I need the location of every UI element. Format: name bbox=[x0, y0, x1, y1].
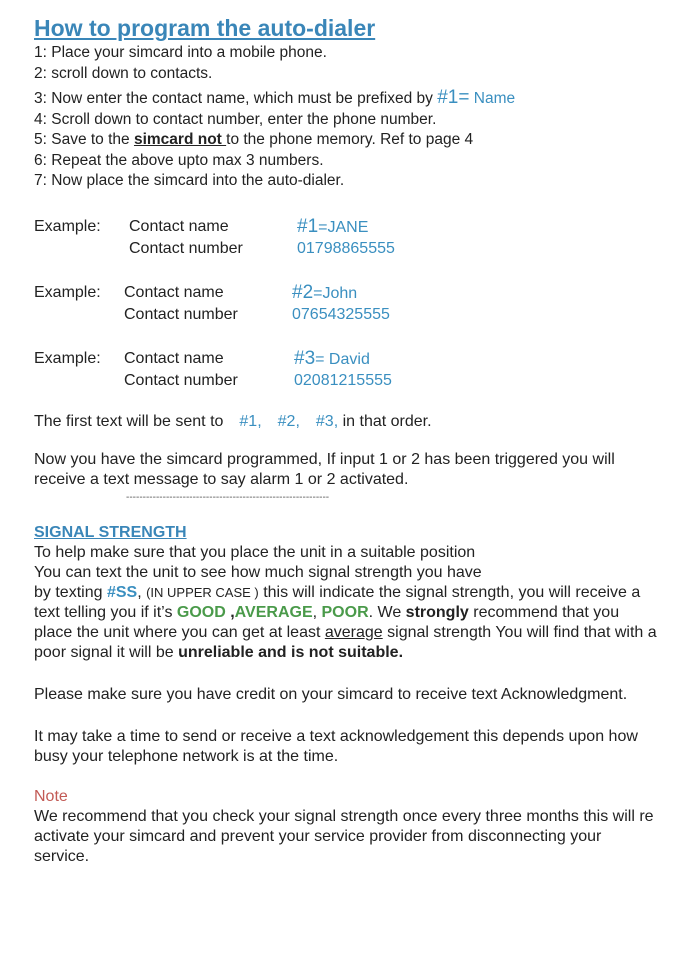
send-order-post: in that order. bbox=[338, 412, 432, 430]
example-2 bbox=[34, 282, 660, 326]
example-3 bbox=[34, 348, 660, 392]
credit-paragraph: Please make sure you have credit on your simcard to receive text Acknowledgment. bbox=[34, 685, 628, 703]
poor-label: POOR bbox=[321, 603, 369, 621]
contact-number-label: Contact number bbox=[124, 306, 238, 323]
signal-text: recommend that you place the unit where you can get at least bbox=[34, 603, 620, 641]
contact-number-value: 02081215555 bbox=[294, 372, 392, 389]
step-5-pre: 5: Save to the bbox=[34, 131, 134, 148]
divider: ------------------------------------------------------------- bbox=[126, 491, 330, 503]
contact-number-value: 01798865555 bbox=[297, 240, 395, 257]
signal-text: . We bbox=[368, 603, 406, 621]
signal-text: , bbox=[225, 603, 235, 621]
contact-name-value bbox=[297, 216, 660, 239]
contact-name-label: Contact name bbox=[124, 283, 224, 301]
signal-text: . bbox=[398, 643, 404, 661]
contact-code: #2 bbox=[292, 281, 314, 303]
page-title: How to program the auto-dialer bbox=[34, 15, 376, 41]
note-paragraph: We recommend that you check your signal strength once every three months this will re activate your simcard and prevent your service provider from disconnecting your service. bbox=[34, 807, 654, 865]
step-3-text: 3: Now enter the contact name, which must be prefixed by bbox=[34, 90, 438, 107]
average-label: AVERAGE bbox=[234, 603, 313, 621]
example-label: Example: bbox=[34, 217, 101, 235]
ss-code: #SS bbox=[106, 583, 138, 601]
average-word: average bbox=[324, 623, 383, 641]
contact-number-value: 07654325555 bbox=[292, 306, 390, 323]
order-code-3: #3, bbox=[315, 412, 339, 430]
step-3 bbox=[34, 88, 660, 110]
contact-number-label: Contact number bbox=[124, 372, 238, 389]
contact-name: =JANE bbox=[318, 218, 369, 236]
step-5-post: to the phone memory. Ref to page 4 bbox=[226, 131, 474, 148]
step-1: 1: Place your simcard into a mobile phone. bbox=[34, 44, 327, 61]
signal-text: , bbox=[312, 603, 322, 621]
contact-number-label: Contact number bbox=[129, 240, 243, 257]
step-3-prefix-code: #1= bbox=[437, 87, 470, 108]
order-code-1: #1, bbox=[239, 412, 262, 430]
note-heading: Note bbox=[34, 787, 68, 805]
programmed-paragraph: Now you have the simcard programmed, If input 1 or 2 has been triggered you will receive a text message to say alarm 1 or 2 activated. bbox=[34, 450, 615, 488]
contact-name: =John bbox=[313, 284, 358, 302]
signal-line-2: You can text the unit to see how much signal strength you have bbox=[34, 563, 482, 581]
upper-case-note: (IN UPPER CASE ) bbox=[146, 584, 259, 600]
send-order bbox=[34, 412, 660, 432]
contact-name-label: Contact name bbox=[124, 349, 224, 367]
signal-text: this will indicate the signal strength, you will receive a text telling you if it’s bbox=[34, 583, 641, 621]
signal-line-1: To help make sure that you place the unit in a suitable position bbox=[34, 543, 476, 561]
example-1 bbox=[34, 216, 660, 260]
signal-text: by texting bbox=[34, 583, 107, 601]
signal-text: signal strength You will find that with a poor signal it will be bbox=[34, 623, 657, 661]
good-label: GOOD bbox=[176, 603, 226, 621]
contact-name-value bbox=[292, 282, 660, 305]
contact-name-value bbox=[294, 348, 660, 371]
order-code-2: #2, bbox=[277, 412, 300, 430]
step-2: 2: scroll down to contacts. bbox=[34, 64, 213, 82]
contact-code: #3 bbox=[294, 347, 316, 369]
step-7: 7: Now place the simcard into the auto-dialer. bbox=[34, 172, 345, 189]
example-label: Example: bbox=[34, 349, 101, 367]
contact-code: #1 bbox=[297, 215, 319, 237]
signal-paragraph bbox=[34, 543, 660, 663]
contact-name: = David bbox=[315, 350, 370, 368]
step-4: 4: Scroll down to contact number, enter the phone number. bbox=[34, 110, 437, 128]
step-3-name: Name bbox=[469, 90, 516, 107]
time-paragraph: It may take a time to send or receive a text acknowledgement this depends upon how busy your telephone network is at the time. bbox=[34, 727, 638, 765]
signal-text: , bbox=[137, 583, 147, 601]
step-6: 6: Repeat the above upto max 3 numbers. bbox=[34, 151, 324, 169]
send-order-text: The first text will be sent to bbox=[34, 412, 224, 430]
contact-name-label: Contact name bbox=[129, 217, 229, 235]
example-label: Example: bbox=[34, 283, 101, 301]
signal-strength-heading: SIGNAL STRENGTH bbox=[34, 523, 187, 541]
step-5 bbox=[34, 130, 660, 151]
unreliable-warning: unreliable and is not suitable bbox=[178, 643, 399, 661]
step-5-emphasis: simcard not bbox=[133, 131, 227, 148]
strongly-word: strongly bbox=[405, 603, 469, 621]
